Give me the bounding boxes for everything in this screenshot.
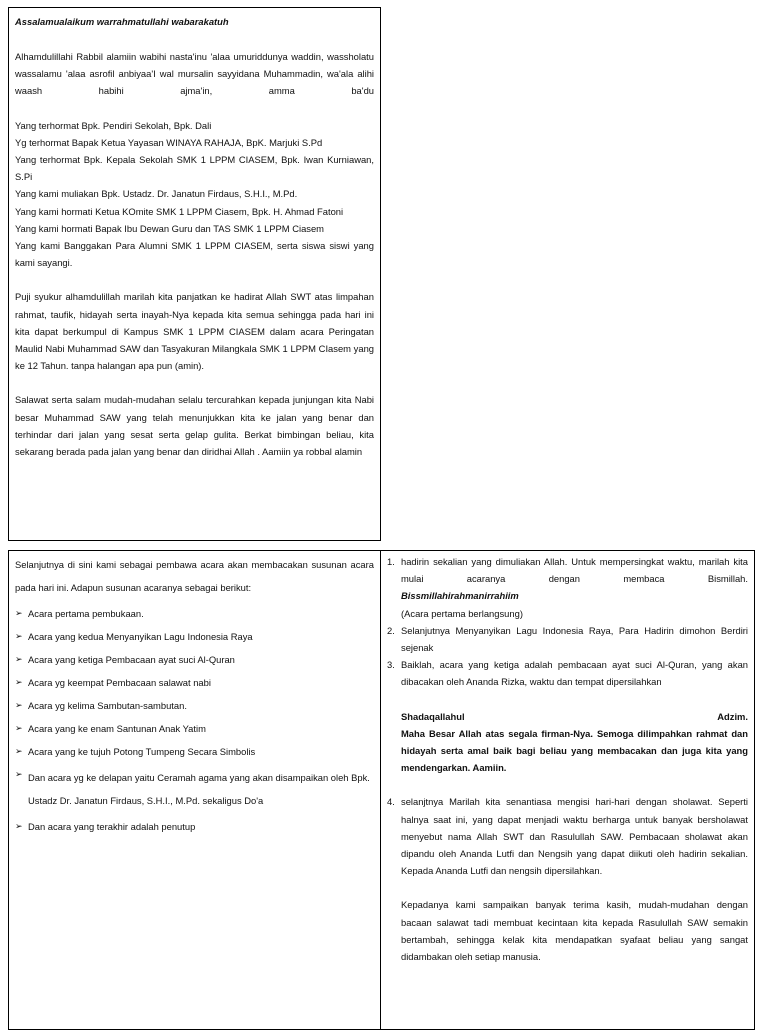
praise-paragraph: Alhamdulillahi Rabbil alamiin wabihi nasta'inu 'alaa umuriddunya waddin, wassholatu wassalamu 'alaa asrofil anbiyaa'I wal mursalin sayyidana Muhammadin, wa'ala alihi waash habihi ajma'in, amma ba'du <box>15 51 374 97</box>
bismillah-text: Bissmillahirahmanirrahiim <box>401 590 519 602</box>
address-line: Yang kami hormati Bapak Ibu Dewan Guru dan TAS SMK 1 LPPM Ciasem <box>15 222 324 234</box>
address-line: Yang terhormat Bpk. Pendiri Sekolah, Bpk. Dali <box>15 119 212 131</box>
list-item <box>387 793 748 879</box>
arrow-bullet-icon: ➢ <box>15 654 23 664</box>
program-list <box>387 553 748 691</box>
item-text: hadirin sekalian yang dimuliakan Allah. Untuk mempersingkat waktu, marilah kita mulai acaranya dengan membaca Bismillah. <box>401 556 748 585</box>
list-item: ➢ Dan acara yg ke delapan yaitu Ceramah agama yang akan disampaikan oleh Bpk. Ustadz Dr. Janatun Firdaus, S.H.I., M.Pd. sekaligus Do'a <box>15 766 374 812</box>
list-item <box>387 622 748 656</box>
arrow-bullet-icon: ➢ <box>15 769 23 779</box>
item-text: Selanjutnya Menyanyikan Lagu Indonesia Raya, Para Hadirin dimohon Berdiri sejenak <box>401 624 748 654</box>
closing-heading: Shadaqallahul Adzim. <box>401 710 748 722</box>
thanks-paragraph: Kepadanya kami sampaikan banyak terima kasih, mudah-mudahan dengan bacaan salawat tadi membuat kecintaan kita kepada Rasulullah SAW semakin bertambah, sehingga kelak kita mendapatkan syafaat beliau yang sangat didambakan oleh setiap manusia. <box>401 899 748 963</box>
item-number: 3. <box>387 659 395 671</box>
list-item: ➢ Acara yang ke tujuh Potong Tumpeng Secara Simbolis <box>15 743 374 760</box>
item-number: 2. <box>387 624 395 636</box>
gratitude-paragraph: Puji syukur alhamdulillah marilah kita panjatkan ke hadirat Allah SWT atas limpahan rahmat, taufik, hidayah serta inayah-Nya kepada kita semua sehingga pada hari ini kita dapat berkumpul di Kampus SMK 1 LPPM CIASEM dalam acara Peringatan Maulid Nabi Muhammad SAW dan Tasyakuran Milangkala SMK 1 LPPM CIasem yang ke 12 Tahun. tanpa halangan apa pun (amin). <box>15 291 374 372</box>
list-item: ➢ Acara yg kelima Sambutan-sambutan. <box>15 697 374 714</box>
greeting: Assalamualaikum warrahmatullahi wabarakatuh <box>15 16 229 27</box>
program-list-continued <box>387 793 748 879</box>
closing-text: Maha Besar Allah atas segala firman-Nya. Semoga dilimpahkan rahmat dan hidayah serta amal baik bagi beliau yang membacakan dan juga kita yang mendengarkan. Aamiin. <box>401 727 748 774</box>
list-item: ➢ Acara pertama pembukaan. <box>15 605 374 622</box>
list-item: ➢ Acara yang kedua Menyanyikan Lagu Indonesia Raya <box>15 628 374 645</box>
item-text: Baiklah, acara yang ketiga adalah pembacaan ayat suci Al-Quran, yang akan dibacakan oleh Ananda Rizka, waktu dan tempat dipersilahkan <box>401 659 748 688</box>
item-note: (Acara pertama berlangsung) <box>401 607 523 619</box>
arrow-bullet-icon: ➢ <box>15 700 23 710</box>
list-item: ➢ Acara yang ke enam Santunan Anak Yatim <box>15 720 374 737</box>
arrow-bullet-icon: ➢ <box>15 723 23 733</box>
arrow-bullet-icon: ➢ <box>15 608 23 618</box>
address-line: Yang terhormat Bpk. Kepala Sekolah SMK 1 LPPM CIASEM, Bpk. Iwan Kurniawan, S.Pi <box>15 154 374 183</box>
item-number: 1. <box>387 556 395 567</box>
list-item: ➢ Acara yg keempat Pembacaan salawat nabi <box>15 674 374 691</box>
arrow-bullet-icon: ➢ <box>15 631 23 641</box>
item-number: 4. <box>387 796 395 808</box>
list-item: ➢ Acara yang ketiga Pembacaan ayat suci Al-Quran <box>15 651 374 668</box>
program-section <box>381 550 755 1030</box>
agenda-list <box>15 605 374 835</box>
salawat-paragraph: Salawat serta salam mudah-mudahan selalu tercurahkan kepada junjungan kita Nabi besar Muhammad SAW yang telah menunjukkan kita ke jalan yang benar dan terhindar dari jalan yang sesat serta gelap gulita. Berkat bimbingan beliau, kita sekarang berada pada jalan yang benar dan diridhai Allah . Aamiin ya robbal alamin <box>15 394 374 458</box>
agenda-section <box>8 550 381 1030</box>
address-line: Yang kami hormati Ketua KOmite SMK 1 LPPM Ciasem, Bpk. H. Ahmad Fatoni <box>15 205 344 217</box>
opening-section <box>8 7 381 541</box>
item-text: selanjtnya Marilah kita senantiasa mengisi hari-hari dengan sholawat. Seperti halnya saat ini, yang dapat menjadi waktu berharga untuk banyak bersholawat menyebut nama Allah SWT dan Rasulullah SAW. Pembacaan sholawat akan dipandu oleh Ananda Lutfi dan Nengsih yang dapat diikuti oleh hadirin sekalian. Kepada Ananda Lutfi dan nengsih dipersilahkan. <box>401 796 748 877</box>
arrow-bullet-icon: ➢ <box>15 677 23 687</box>
list-item: ➢ Dan acara yang terakhir adalah penutup <box>15 818 374 835</box>
address-line: Yg terhormat Bapak Ketua Yayasan WINAYA RAHAJA, BpK. Marjuki S.Pd <box>15 136 323 148</box>
address-line: Yang kami muliakan Bpk. Ustadz. Dr. Janatun Firdaus, S.H.I., M.Pd. <box>15 188 298 200</box>
agenda-intro: Selanjutnya di sini kami sebagai pembawa acara akan membacakan susunan acara pada hari ini. Adapun susunan acaranya sebagai berikut: <box>15 559 374 593</box>
list-item <box>387 553 748 622</box>
address-line: Yang kami Banggakan Para Alumni SMK 1 LPPM CIASEM, serta siswa siswi yang kami sayangi. <box>15 240 374 269</box>
list-item <box>387 656 748 690</box>
arrow-bullet-icon: ➢ <box>15 820 23 831</box>
arrow-bullet-icon: ➢ <box>15 746 23 756</box>
